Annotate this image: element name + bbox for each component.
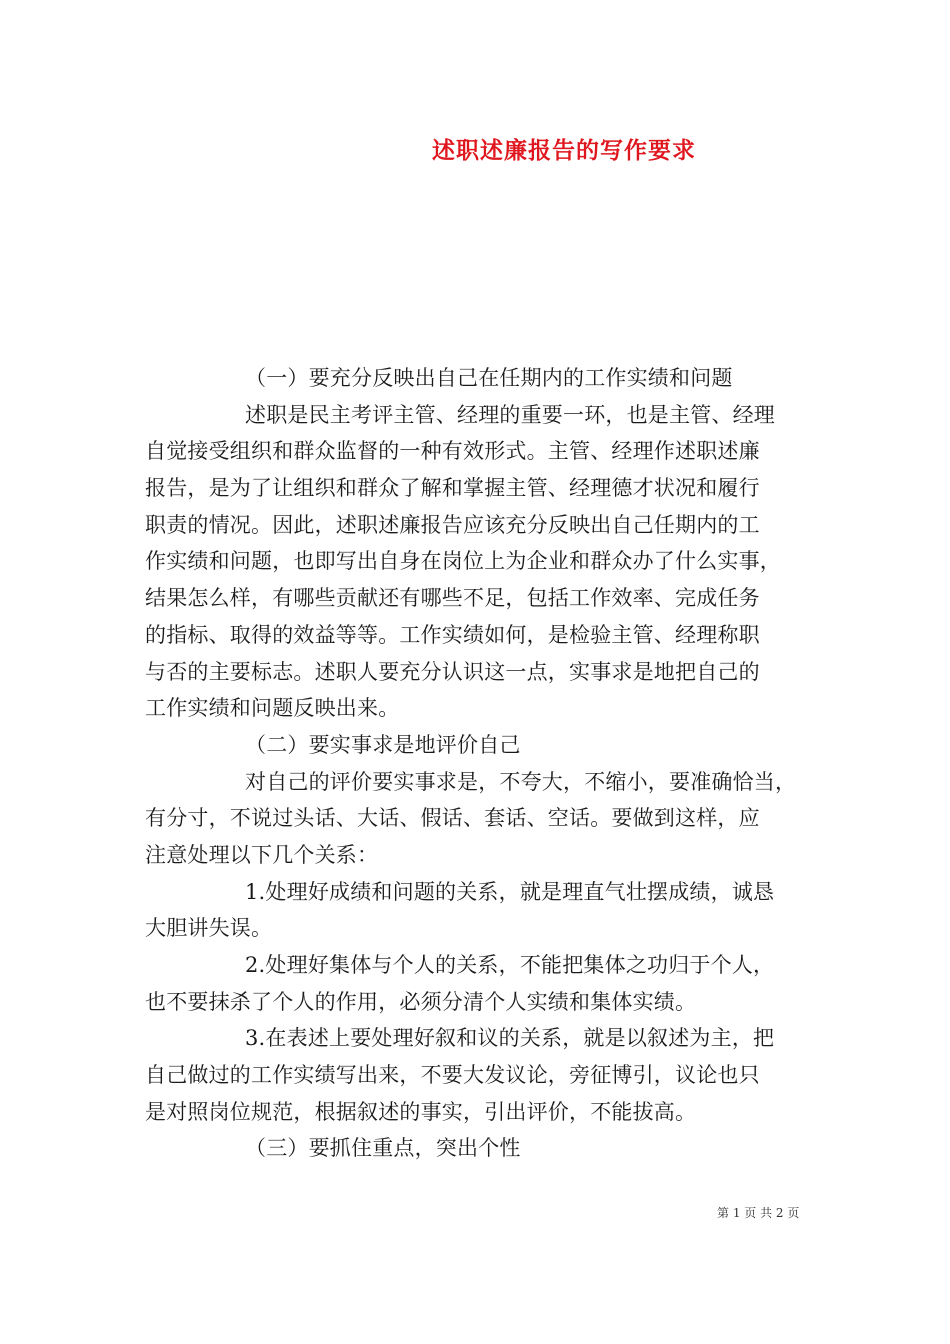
body-line: 自觉接受组织和群众监督的一种有效形式。主管、经理作述职述廉: [145, 439, 760, 464]
body-line: 报告，是为了让组织和群众了解和掌握主管、经理德才状况和履行: [145, 476, 760, 501]
body-line: 有分寸，不说过头话、大话、假话、套话、空话。要做到这样，应: [145, 806, 760, 831]
body-line: 的指标、取得的效益等等。工作实绩如何，是检验主管、经理称职: [145, 622, 760, 647]
body-line: 1.处理好成绩和问题的关系，就是理直气壮摆成绩，诚恳: [245, 879, 775, 904]
body-line: 与否的主要标志。述职人要充分认识这一点，实事求是地把自己的: [145, 659, 760, 684]
body-line: 结果怎么样，有哪些贡献还有哪些不足，包括工作效率、完成任务: [145, 586, 760, 611]
document-body: [145, 360, 825, 1167]
body-line: 工作实绩和问题反映出来。: [145, 696, 400, 721]
body-line: （二）要实事求是地评价自己: [245, 732, 521, 757]
body-line: 3.在表述上要处理好叙和议的关系，就是以叙述为主，把: [245, 1026, 775, 1051]
body-line: 是对照岗位规范，根据叙述的事实，引出评价，不能拔高。: [145, 1099, 697, 1124]
body-line: 注意处理以下几个关系：: [145, 842, 379, 867]
body-line: 也不要抹杀了个人的作用，必须分清个人实绩和集体实绩。: [145, 989, 697, 1014]
body-line: 自己做过的工作实绩写出来，不要大发议论，旁征博引，议论也只: [145, 1063, 760, 1088]
body-line: 述职是民主考评主管、经理的重要一环，也是主管、经理: [245, 402, 775, 427]
body-line: 大胆讲失误。: [145, 916, 273, 941]
body-line: （三）要抓住重点，突出个性: [245, 1136, 521, 1161]
body-line: 职责的情况。因此，述职述廉报告应该充分反映出自己任期内的工: [145, 512, 760, 537]
body-line: 作实绩和问题，也即写出自身在岗位上为企业和群众办了什么实事，: [145, 549, 781, 574]
document-title: 述职述廉报告的写作要求: [432, 137, 696, 164]
body-line: （一）要充分反映出自己在任期内的工作实绩和问题: [245, 366, 733, 390]
body-line: 对自己的评价要实事求是，不夸大，不缩小，要准确恰当，: [245, 769, 797, 794]
body-line: 2.处理好集体与个人的关系，不能把集体之功归于个人，: [245, 953, 775, 977]
page-footer: 第 1 页 共 2 页: [717, 1206, 800, 1220]
